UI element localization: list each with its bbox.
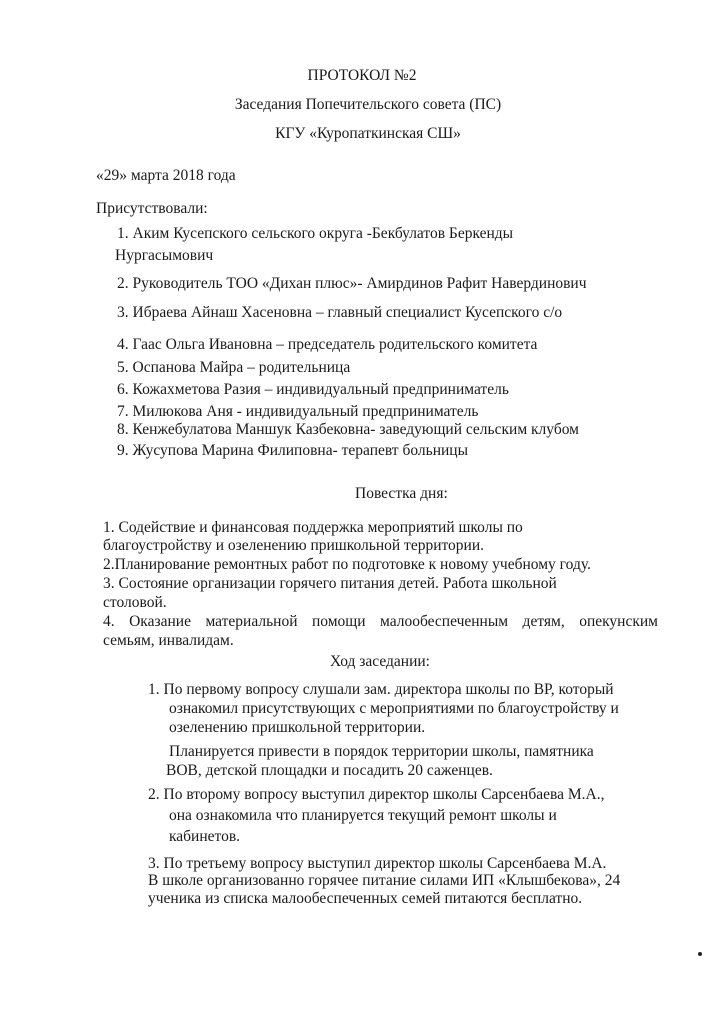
attendee-item: 4. Гаас Ольга Ивановна – председатель родительского комитета [117,336,538,353]
attendee-item: 8. Кенжебулатова Маншук Казбековна- заведующий сельским клубом [117,421,579,438]
proceedings-line: ВОВ, детской площадки и посадить 20 саженцев. [166,762,493,779]
agenda-line: 4. Оказание материальной помощи малообеспеченным детям, опекунским [103,613,658,630]
meeting-date: «29» марта 2018 года [96,167,236,184]
organization-name: КГУ «Куропаткинская СШ» [275,125,461,142]
proceedings-line: озеленению пришкольной территории. [169,719,426,736]
scan-speck [698,952,702,956]
agenda-line: 3. Состояние организации горячего питания детей. Работа школьной [103,575,557,592]
proceedings-line: ознакомил присутствующих с мероприятиями по благоустройству и [169,700,619,717]
attendee-item: 6. Кожахметова Разия – индивидуальный предприниматель [117,381,509,398]
proceedings-line: 3. По третьему вопросу выступил директор школы Сарсенбаева М.А. [148,855,607,872]
agenda-line: 1. Содействие и финансовая поддержка мероприятий школы по [103,519,523,536]
attendee-item: 5. Оспанова Майра – родительница [117,359,351,376]
council-subtitle: Заседания Попечительского совета (ПС) [234,96,502,113]
proceedings-line: 2. По второму вопросу выступил директор школы Сарсенбаева М.А., [148,786,605,803]
proceedings-line: Планируется привести в порядок территории школы, памятника [169,743,594,760]
proceedings-heading: Ход заседании: [330,653,430,670]
proceedings-line: кабинетов. [169,828,241,845]
attendee-item: 1. Аким Кусепского сельского округа -Бекбулатов Беркенды [117,225,514,242]
attendee-item-continuation: Нургасымович [115,247,214,264]
attendee-item: 9. Жусупова Марина Филиповна- терапевт больницы [117,442,468,459]
proceedings-line: В школе организованно горячее питание силами ИП «Клышбекова», 24 [148,872,621,889]
proceedings-line: она ознакомила что планируется текущий ремонт школы и [169,807,557,824]
attendee-item: 7. Милюкова Аня - индивидуальный предприниматель [117,403,479,420]
agenda-line: 2.Планирование ремонтных работ по подготовке к новому учебному году. [103,556,591,573]
proceedings-line: ученика из списка малообеспеченных семей питаются бесплатно. [148,890,583,907]
agenda-line: семьям, инвалидам. [103,632,234,649]
attendee-item: 3. Ибраева Айнаш Хасеновна – главный специалист Кусепского с/о [117,304,563,321]
protocol-title: ПРОТОКОЛ №2 [307,67,417,84]
agenda-line: благоустройству и озеленению пришкольной территории. [103,537,485,554]
agenda-line: столовой. [103,594,167,611]
attendee-item: 2. Руководитель ТОО «Дихан плюс»- Амирдинов Рафит Навердинович [117,275,587,292]
proceedings-line: 1. По первому вопросу слушали зам. директора школы по ВР, который [148,681,614,698]
attendees-heading: Присутствовали: [96,200,208,217]
agenda-heading: Повестка дня: [355,485,448,502]
